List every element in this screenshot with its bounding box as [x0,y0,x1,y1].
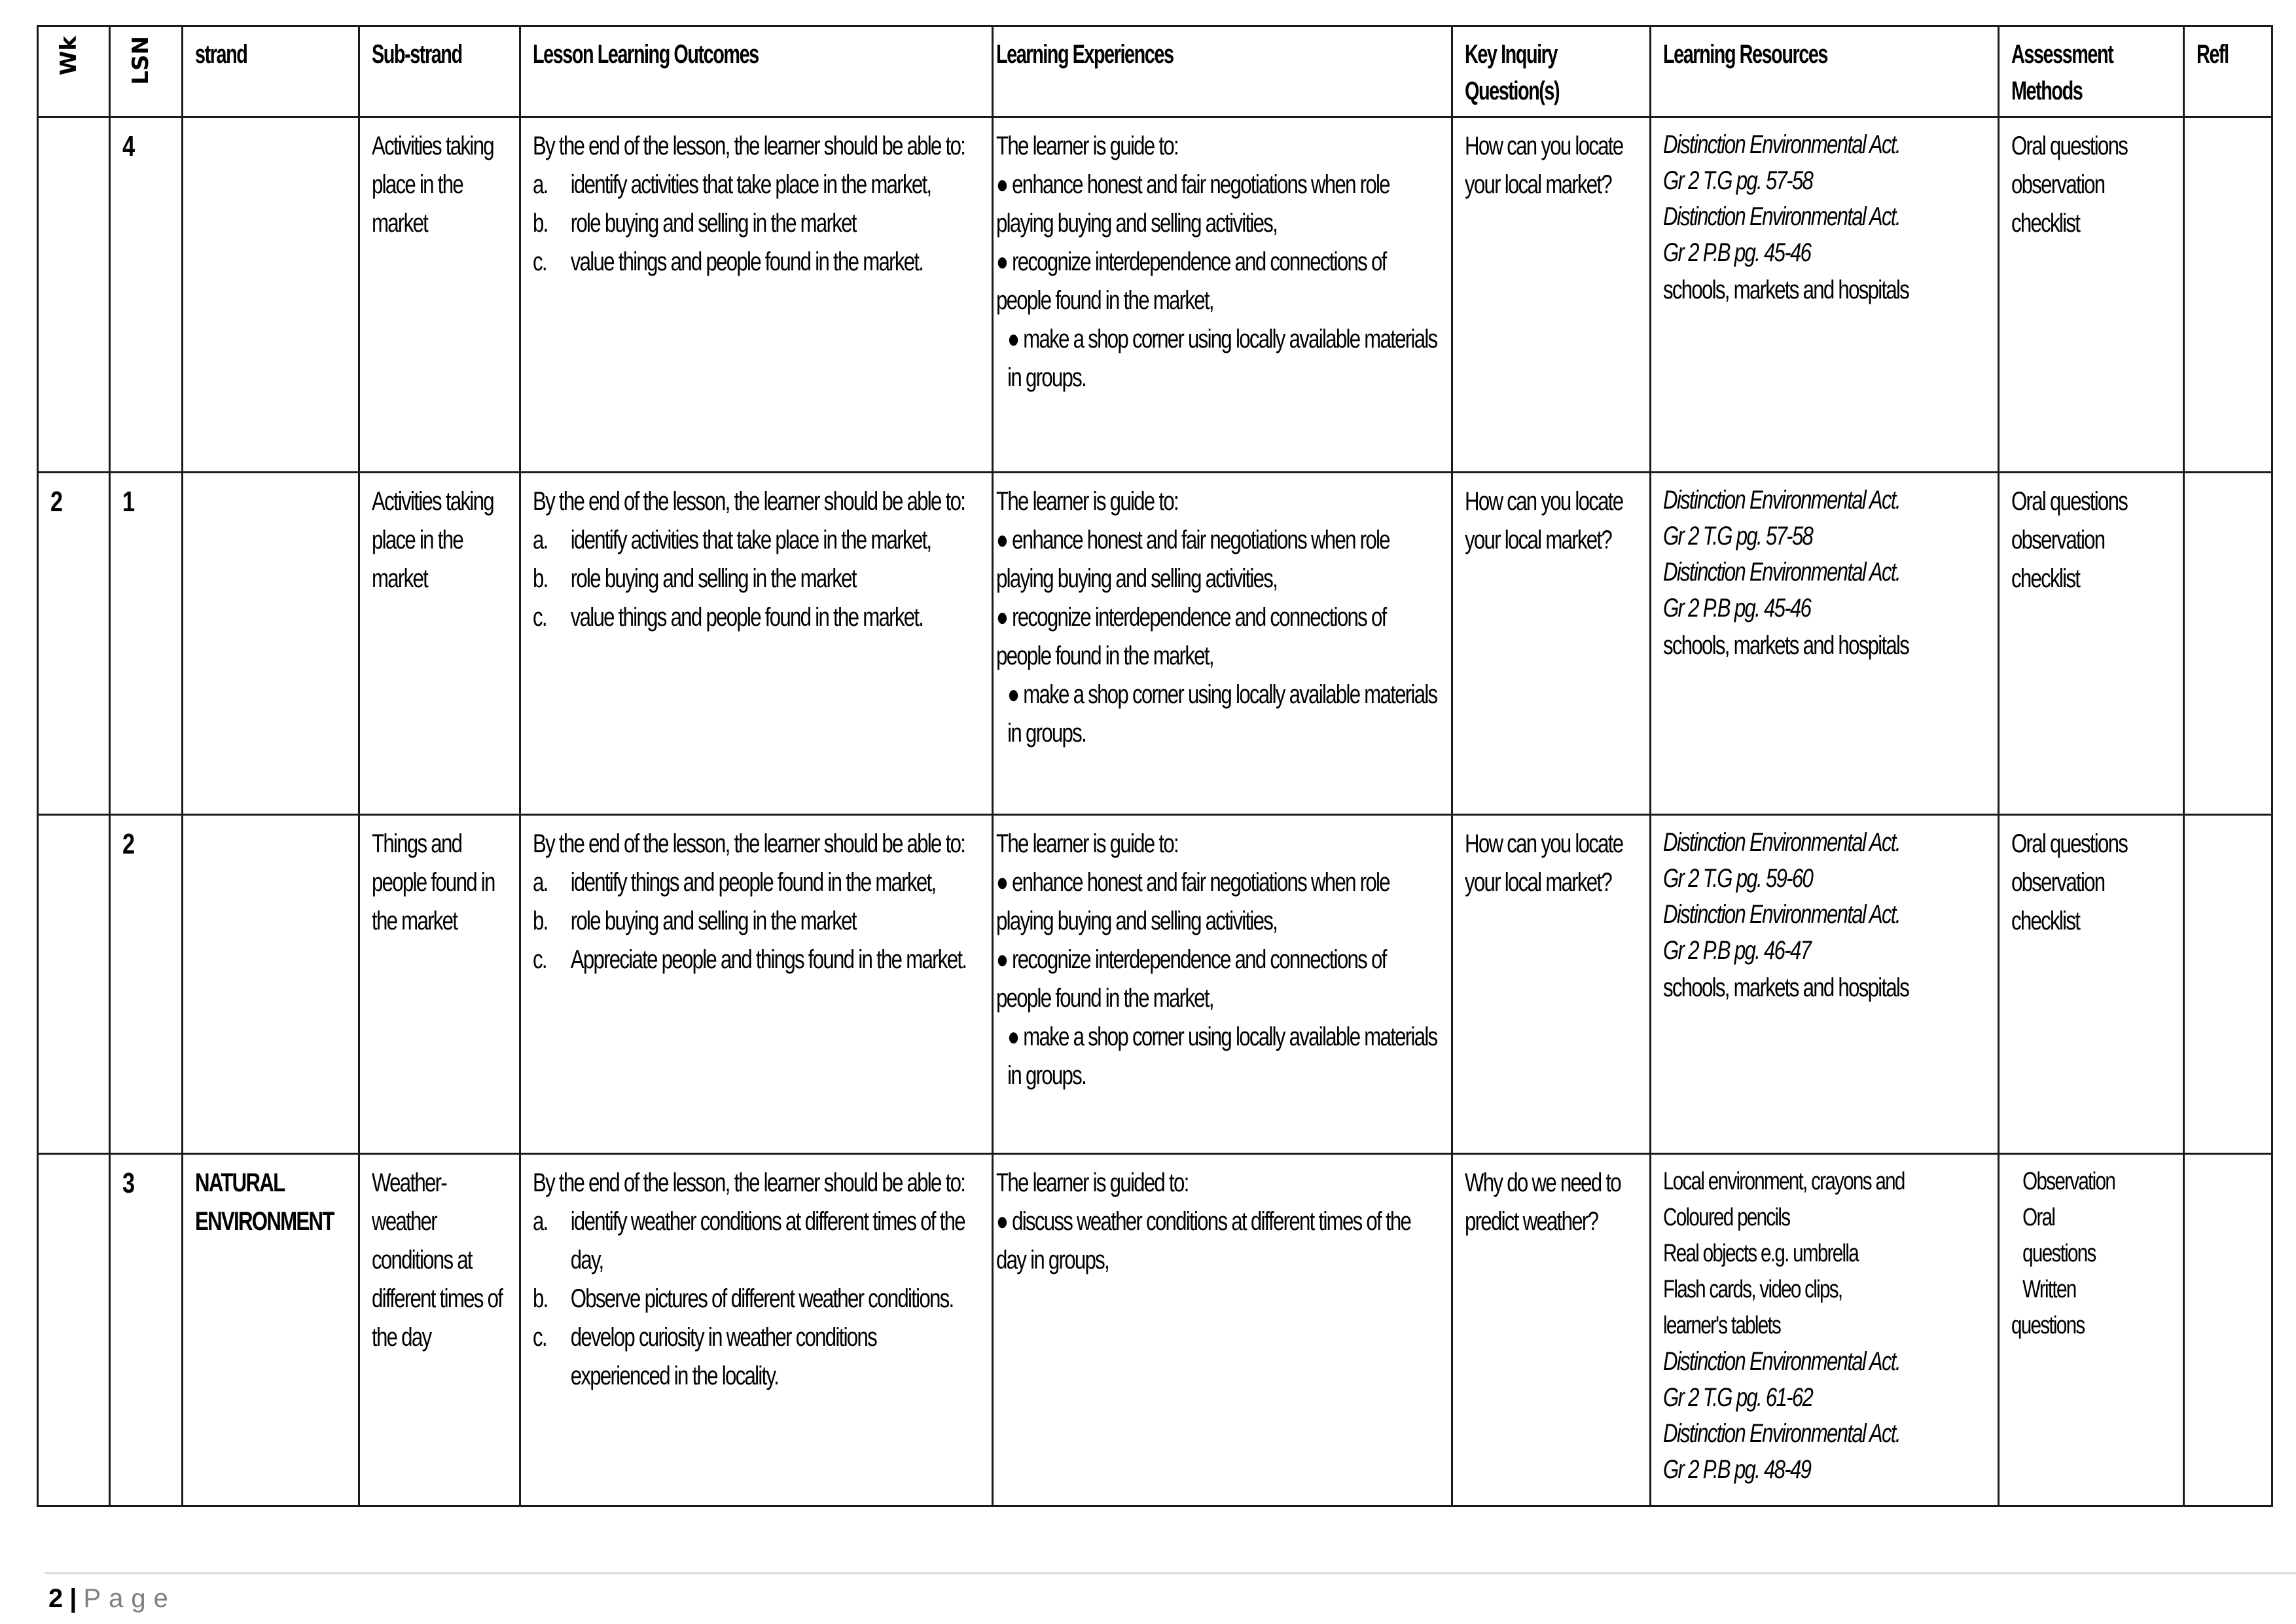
experience-bullet: ● discuss weather conditions at different times of the day in groups, [996,1207,1411,1274]
lesson-number: 2 [122,828,134,860]
cell-sub-strand [359,815,520,1154]
outcome-text: identify activities that take place in the market, [570,170,931,199]
outcome-item [533,204,979,243]
resource-line: learner's tablets [1663,1312,1781,1339]
header-lsn: LSN [110,26,183,117]
resource-line: schools, markets and hospitals [1663,276,1909,304]
outcomes-list [533,521,979,637]
assessment-method: Oral questions [2011,829,2128,858]
cell-assessment [1999,815,2184,1154]
cell-lesson [110,1154,183,1506]
cell-resources [1651,815,1999,1154]
assessment-method: checklist [2011,209,2080,238]
resource-reference: Distinction Environmental Act. [1663,486,1900,514]
outcome-text: value things and people found in the market. [570,247,924,276]
footer-separator: | [69,1584,77,1613]
sub-strand-text: Activities taking place in the market [372,132,493,238]
experiences-intro: The learner is guide to: [996,132,1178,160]
resource-line: Local environment, crayons and [1663,1168,1905,1195]
outcome-text: role buying and selling in the market [570,907,856,935]
assessment-method: observation [2011,170,2105,199]
sub-strand-text: Activities taking place in the market [372,487,493,593]
outcome-marker: b. [533,209,548,238]
outcome-marker: c. [533,247,547,276]
inquiry-question: Why do we need to predict weather? [1465,1168,1621,1236]
experience-bullet: ● make a shop corner using locally available materials in groups. [1007,680,1437,748]
cell-strand [183,473,359,815]
assessment-method: questions [2022,1240,2096,1267]
cell-experiences [993,1154,1452,1506]
resource-reference: Gr 2 P.B pg. 45-46 [1663,238,1811,267]
assessment-method: Oral [2022,1204,2055,1231]
outcome-item [533,598,979,637]
table-row [38,117,2272,473]
inquiry-question: How can you locate your local market? [1465,829,1623,897]
outcome-marker: c. [533,945,547,974]
outcome-text: role buying and selling in the market [570,209,856,238]
scheme-of-work-table [37,25,2273,1507]
cell-experiences [993,473,1452,815]
cell-strand [183,1154,359,1506]
resource-reference: Distinction Environmental Act. [1663,828,1900,857]
assessment-method: checklist [2011,907,2080,935]
resource-reference: Gr 2 T.G pg. 57-58 [1663,166,1813,195]
cell-inquiry [1452,473,1651,815]
resource-reference: Gr 2 P.B pg. 48-49 [1663,1455,1811,1484]
outcomes-list [533,1202,979,1396]
outcome-text: identify weather conditions at different times of the day, [570,1207,965,1274]
strand-text: NATURAL ENVIRONMENT [195,1168,334,1236]
footer-divider [45,1572,2296,1574]
outcome-item [533,166,979,204]
table-row [38,473,2272,815]
header-reflection: Refl [2184,26,2272,117]
header-wk: Wk [38,26,110,117]
cell-outcomes [520,117,993,473]
table-row [38,1154,2272,1506]
header-experiences: Learning Experiences [993,26,1452,117]
outcomes-intro: By the end of the lesson, the learner should be able to: [533,487,965,516]
assessment-method: checklist [2011,564,2080,593]
resource-reference: Distinction Environmental Act. [1663,1347,1900,1376]
resource-reference: Distinction Environmental Act. [1663,558,1900,586]
outcome-item [533,243,979,281]
page-footer [48,1584,176,1614]
cell-lesson [110,473,183,815]
outcome-text: Appreciate people and things found in the market. [570,945,967,974]
resource-reference: Gr 2 T.G pg. 61-62 [1663,1383,1813,1412]
cell-week [38,1154,110,1506]
outcomes-list [533,166,979,281]
cell-lesson [110,117,183,473]
cell-resources [1651,1154,1999,1506]
outcomes-intro: By the end of the lesson, the learner should be able to: [533,1168,965,1197]
outcome-marker: b. [533,907,548,935]
assessment-method: questions [2011,1312,2085,1339]
header-assessment: Assessment Methods [1999,26,2184,117]
cell-outcomes [520,473,993,815]
outcome-item [533,1318,979,1396]
outcome-marker: b. [533,1284,548,1313]
header-sub-strand: Sub-strand [359,26,520,117]
resource-reference: Gr 2 T.G pg. 57-58 [1663,522,1813,550]
lesson-number: 3 [122,1167,134,1199]
outcome-item [533,1202,979,1280]
cell-experiences [993,117,1452,473]
experience-bullet: ● enhance honest and fair negotiations when role playing buying and selling activities, [996,526,1390,593]
assessment-method: Oral questions [2011,487,2128,516]
experience-bullet: ● make a shop corner using locally available materials in groups. [1007,325,1437,392]
outcome-marker: a. [533,170,548,199]
outcome-text: role buying and selling in the market [570,564,856,593]
outcome-text: identify activities that take place in the market, [570,526,931,554]
cell-reflection[interactable] [2184,473,2272,815]
outcome-item [533,863,979,902]
experience-bullet: ● recognize interdependence and connections of people found in the market, [996,247,1386,315]
lesson-number: 1 [122,486,134,518]
outcomes-intro: By the end of the lesson, the learner should be able to: [533,132,965,160]
assessment-method: Observation [2022,1168,2115,1195]
outcome-item [533,941,979,979]
cell-assessment [1999,1154,2184,1506]
resource-reference: Distinction Environmental Act. [1663,1419,1900,1448]
outcome-marker: b. [533,564,548,593]
header-row [38,26,2272,117]
resource-reference: Distinction Environmental Act. [1663,900,1900,929]
cell-outcomes [520,1154,993,1506]
cell-reflection[interactable] [2184,815,2272,1154]
cell-week [38,473,110,815]
resource-reference: Gr 2 P.B pg. 46-47 [1663,936,1811,965]
cell-strand [183,815,359,1154]
resource-reference: Distinction Environmental Act. [1663,130,1900,159]
lesson-number: 4 [122,130,134,162]
cell-inquiry [1452,117,1651,473]
resource-line: schools, markets and hospitals [1663,973,1909,1002]
cell-assessment [1999,117,2184,473]
experience-bullet: ● recognize interdependence and connections of people found in the market, [996,945,1386,1013]
sub-strand-text: Things and people found in the market [372,829,495,935]
cell-assessment [1999,473,2184,815]
resource-line: schools, markets and hospitals [1663,631,1909,660]
header-strand: strand [183,26,359,117]
cell-inquiry [1452,1154,1651,1506]
outcome-marker: c. [533,1323,547,1352]
week-number: 2 [50,486,62,518]
page-label: Page [83,1584,176,1613]
outcome-item [533,1280,979,1318]
table-row [38,815,2272,1154]
experiences-intro: The learner is guided to: [996,1168,1189,1197]
outcome-item [533,902,979,941]
resource-line: Coloured pencils [1663,1204,1790,1231]
experiences-intro: The learner is guide to: [996,829,1178,858]
cell-sub-strand [359,473,520,815]
outcome-item [533,560,979,598]
experience-bullet: ● enhance honest and fair negotiations when role playing buying and selling activities, [996,170,1390,238]
cell-strand [183,117,359,473]
cell-reflection[interactable] [2184,1154,2272,1506]
header-resources: Learning Resources [1651,26,1999,117]
outcome-marker: a. [533,868,548,897]
assessment-method: Written [2022,1276,2076,1303]
cell-resources [1651,473,1999,815]
cell-outcomes [520,815,993,1154]
sub-strand-text: Weather- weather conditions at different times of the day [372,1168,503,1352]
cell-resources [1651,117,1999,473]
header-outcomes: Lesson Learning Outcomes [520,26,993,117]
outcome-marker: c. [533,603,547,632]
cell-reflection[interactable] [2184,117,2272,473]
resource-reference: Distinction Environmental Act. [1663,202,1900,231]
resource-line: Real objects e.g. umbrella [1663,1240,1859,1267]
resource-line: Flash cards, video clips, [1663,1276,1842,1303]
outcome-marker: a. [533,1207,548,1236]
assessment-method: Oral questions [2011,132,2128,160]
cell-week [38,815,110,1154]
cell-week [38,117,110,473]
resource-reference: Gr 2 P.B pg. 45-46 [1663,594,1811,623]
cell-experiences [993,815,1452,1154]
outcome-marker: a. [533,526,548,554]
experiences-intro: The learner is guide to: [996,487,1178,516]
outcome-text: Observe pictures of different weather conditions. [570,1284,954,1313]
outcome-item [533,521,979,560]
cell-sub-strand [359,117,520,473]
outcome-text: develop curiosity in weather conditions experienced in the locality. [570,1323,876,1390]
inquiry-question: How can you locate your local market? [1465,487,1623,554]
cell-sub-strand [359,1154,520,1506]
assessment-method: observation [2011,868,2105,897]
cell-inquiry [1452,815,1651,1154]
experience-bullet: ● make a shop corner using locally available materials in groups. [1007,1022,1437,1090]
outcomes-list [533,863,979,979]
header-inquiry: Key Inquiry Question(s) [1452,26,1651,117]
experience-bullet: ● enhance honest and fair negotiations when role playing buying and selling activities, [996,868,1390,935]
inquiry-question: How can you locate your local market? [1465,132,1623,199]
experience-bullet: ● recognize interdependence and connections of people found in the market, [996,603,1386,670]
resource-reference: Gr 2 T.G pg. 59-60 [1663,864,1813,893]
cell-lesson [110,815,183,1154]
outcome-text: value things and people found in the market. [570,603,924,632]
page-number: 2 [48,1584,63,1613]
outcomes-intro: By the end of the lesson, the learner should be able to: [533,829,965,858]
outcome-text: identify things and people found in the market, [570,868,936,897]
assessment-method: observation [2011,526,2105,554]
